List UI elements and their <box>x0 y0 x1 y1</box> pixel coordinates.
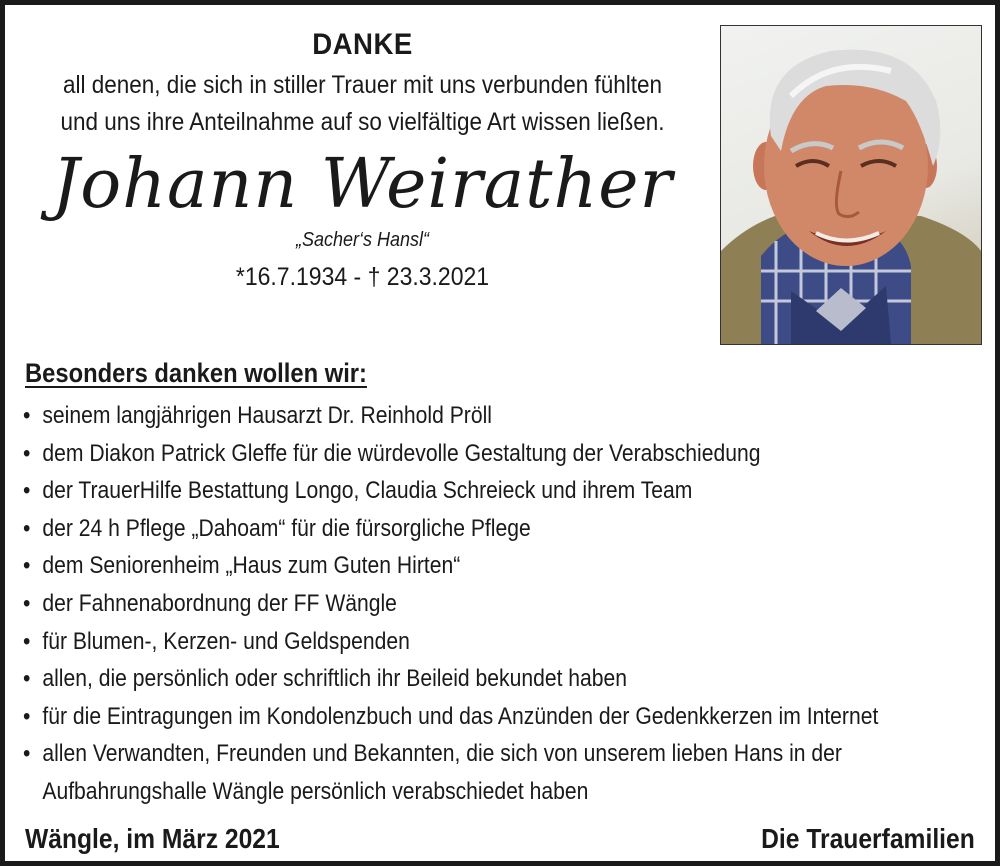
deceased-name: Johann Weirather <box>52 145 673 224</box>
bullet-icon: • <box>23 740 31 768</box>
life-dates: *16.7.1934 - † 23.3.2021 <box>235 263 490 291</box>
list-item: • dem Seniorenheim „Haus zum Guten Hirten“ <box>23 547 1000 585</box>
bullet-icon: • <box>23 439 31 467</box>
list-item: • der Fahnenabordnung der FF Wängle <box>23 585 1000 623</box>
portrait-illustration <box>721 26 981 344</box>
list-item: • der TrauerHilfe Bestattung Longo, Claudia Schreieck und ihrem Team <box>23 472 1000 510</box>
header-block <box>10 25 715 295</box>
bullet-icon: • <box>23 552 31 580</box>
signature: Die Trauerfamilien <box>761 823 975 854</box>
list-item: • für Blumen-, Kerzen- und Geldspenden <box>23 623 1000 661</box>
list-item: • allen, die persönlich oder schriftlich ihr Beileid bekundet haben <box>23 660 1000 698</box>
bullet-icon: • <box>23 627 31 655</box>
nickname: „Sacher‘s Hansl“ <box>295 229 430 251</box>
list-item-continuation: Aufbahrungshalle Wängle persönlich verabschiedet haben <box>42 777 589 805</box>
bullet-icon: • <box>23 589 31 617</box>
bullet-icon: • <box>23 702 31 730</box>
section-heading: Besonders danken wollen wir: <box>25 358 367 388</box>
list-item: • der 24 h Pflege „Dahoam“ für die fürsorgliche Pflege <box>23 510 1000 548</box>
intro-line-1: all denen, die sich in stiller Trauer mit uns verbunden fühlten <box>62 71 663 99</box>
bullet-icon: • <box>23 402 31 429</box>
list-item: • für die Eintragungen im Kondolenzbuch und das Anzünden der Gedenkkerzen im Internet <box>23 698 1000 736</box>
bullet-icon: • <box>23 665 31 693</box>
list-item: • dem Diakon Patrick Gleffe für die würdevolle Gestaltung der Verabschiedung <box>23 435 1000 473</box>
list-item: • seinem langjährigen Hausarzt Dr. Reinhold Pröll <box>23 397 1000 435</box>
bullet-icon: • <box>23 514 31 542</box>
portrait-photo <box>720 25 982 345</box>
intro-line-2: und uns ihre Anteilnahme auf so vielfältige Art wissen ließen. <box>60 108 665 136</box>
place-date: Wängle, im März 2021 <box>25 823 280 854</box>
list-item: • allen Verwandten, Freunden und Bekannten, die sich von unserem lieben Hans in der <box>23 735 1000 773</box>
thanks-list <box>23 397 1000 811</box>
bullet-icon: • <box>23 477 31 505</box>
thanks-title: DANKE <box>312 28 413 61</box>
